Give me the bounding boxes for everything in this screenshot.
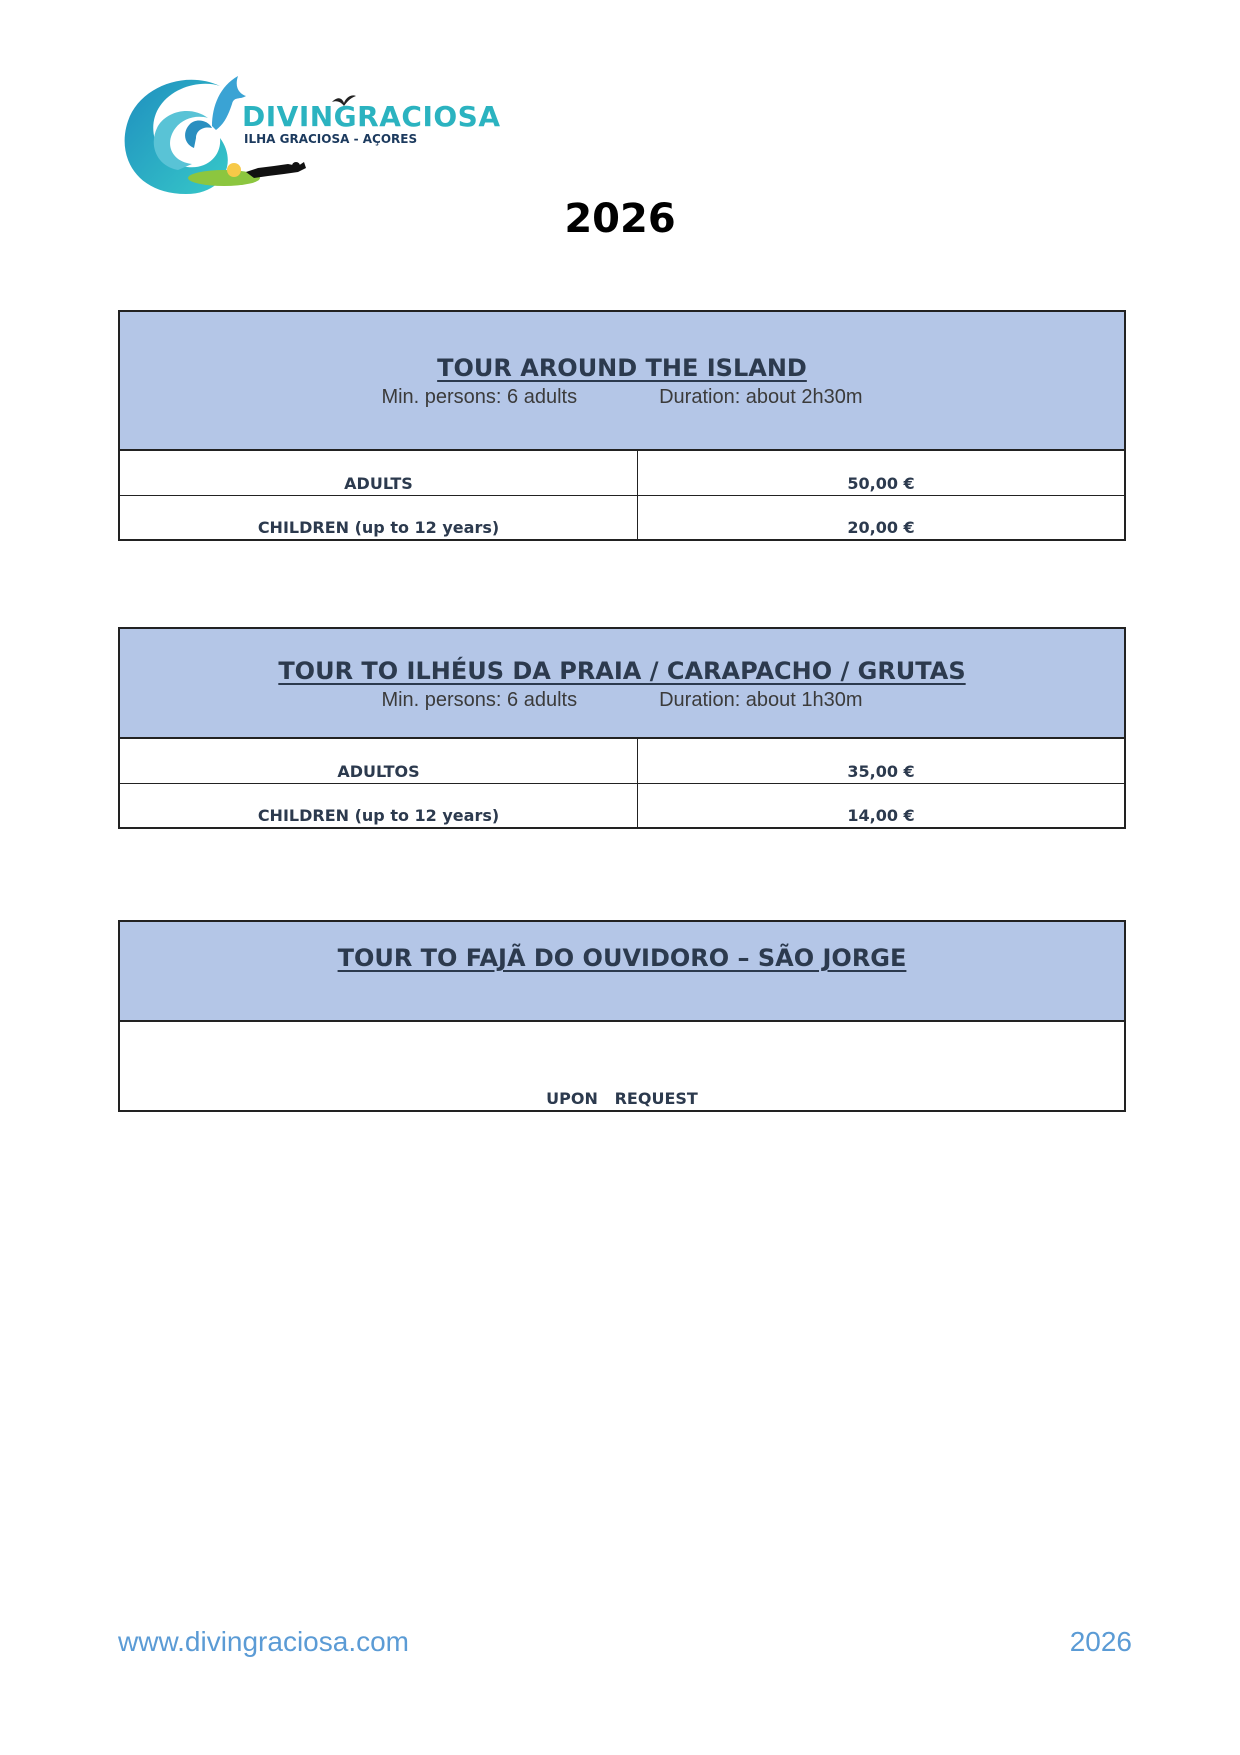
brand-name: DIVINGRACIOSA <box>242 100 501 133</box>
table-row <box>120 495 1124 539</box>
row-label: ADULTOS <box>120 739 638 783</box>
row-price: 50,00 € <box>847 474 915 493</box>
company-logo <box>116 66 501 206</box>
table-row <box>120 739 1124 783</box>
min-persons: Min. persons: 6 adults <box>381 689 578 711</box>
tour-table-ilheus <box>118 627 1126 829</box>
page-title: 2026 <box>564 196 676 242</box>
tour-title: TOUR AROUND THE ISLAND <box>437 354 807 382</box>
footer-year: 2026 <box>1069 1626 1132 1657</box>
tour-table-faja <box>118 920 1126 1112</box>
website-link[interactable]: www.divingraciosa.com <box>118 1626 409 1657</box>
tour-meta <box>120 386 1124 409</box>
row-price: 14,00 € <box>847 806 915 825</box>
tour-table-island <box>118 310 1126 541</box>
row-label: ADULTS <box>120 451 638 495</box>
row-price: 35,00 € <box>847 762 915 781</box>
tour-header <box>120 629 1124 739</box>
row-label: CHILDREN (up to 12 years) <box>120 784 638 827</box>
duration: Duration: about 1h30m <box>659 689 863 711</box>
tour-header <box>120 312 1124 451</box>
min-persons: Min. persons: 6 adults <box>381 386 578 408</box>
duration: Duration: about 2h30m <box>659 386 863 408</box>
upon-request-note: UPON REQUEST <box>546 1089 698 1108</box>
brand-subtitle: ILHA GRACIOSA - AÇORES <box>244 132 418 146</box>
table-row <box>120 783 1124 827</box>
tour-title: TOUR TO FAJÃ DO OUVIDORO – SÃO JORGE <box>337 944 907 972</box>
row-label: CHILDREN (up to 12 years) <box>120 496 638 539</box>
diver-icon <box>244 158 308 184</box>
row-price: 20,00 € <box>847 518 915 537</box>
tour-header <box>120 922 1124 1022</box>
tour-title: TOUR TO ILHÉUS DA PRAIA / CARAPACHO / GRUTAS <box>278 657 966 685</box>
table-row <box>120 451 1124 495</box>
tour-meta <box>120 689 1124 712</box>
